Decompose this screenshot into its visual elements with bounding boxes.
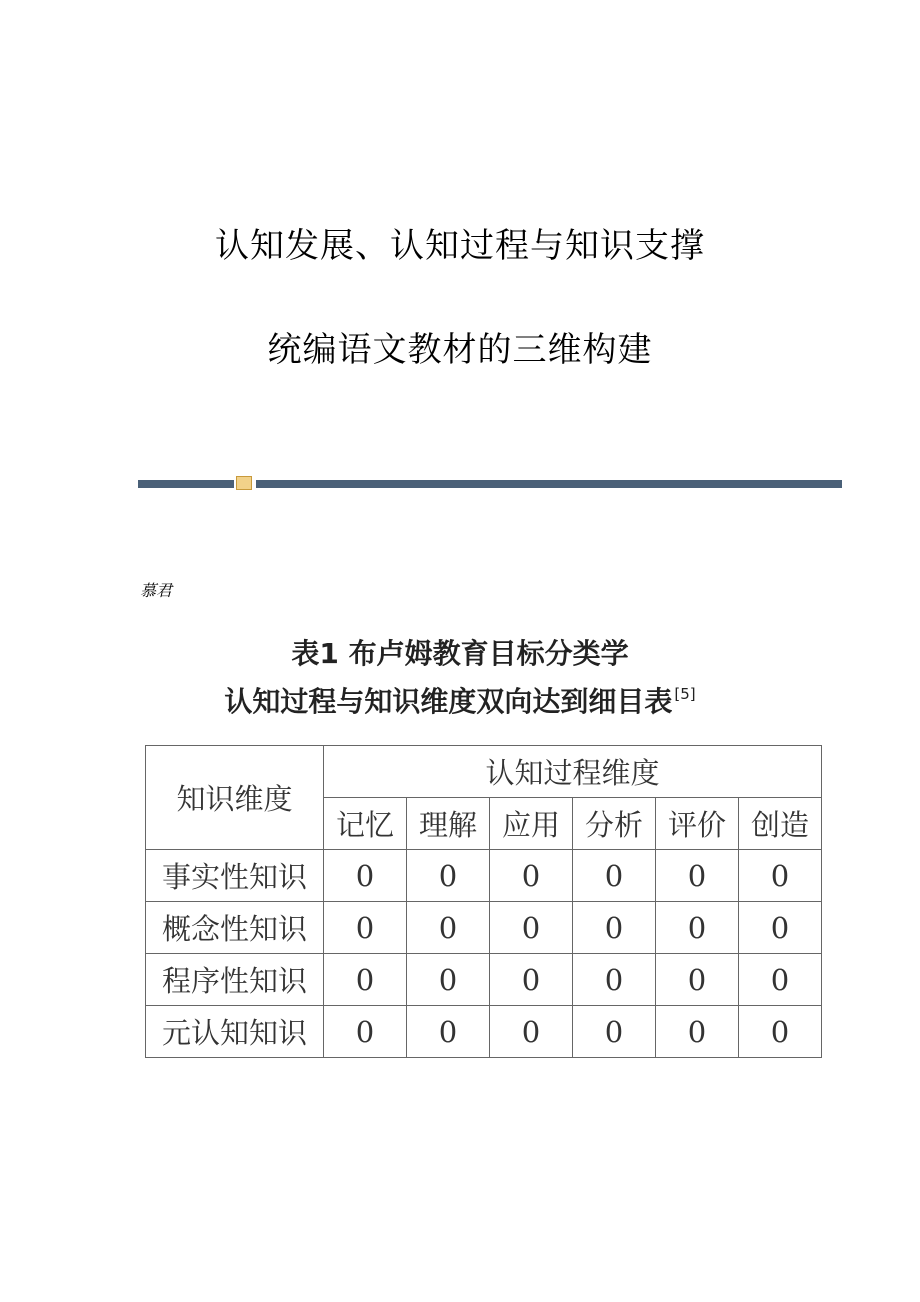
table-cell: 0 xyxy=(407,902,490,954)
table-cell: 0 xyxy=(656,902,739,954)
table-cell: 0 xyxy=(573,954,656,1006)
column-header: 应用 xyxy=(490,798,573,850)
table-cell: 0 xyxy=(656,1006,739,1058)
row-label: 程序性知识 xyxy=(146,954,324,1006)
column-header: 评价 xyxy=(656,798,739,850)
table-row xyxy=(146,850,822,902)
table-caption-line-1: 表1 布卢姆教育目标分类学 xyxy=(291,637,629,670)
table-caption-reference: [5] xyxy=(674,685,696,703)
divider-bar-left xyxy=(138,480,234,488)
table-cell: 0 xyxy=(490,1006,573,1058)
table-cell: 0 xyxy=(739,954,822,1006)
table-cell: 0 xyxy=(407,954,490,1006)
column-header: 理解 xyxy=(407,798,490,850)
table-cell: 0 xyxy=(656,954,739,1006)
table-caption-line-2 xyxy=(0,680,920,720)
table-row xyxy=(146,1006,822,1058)
table-cell: 0 xyxy=(739,902,822,954)
table-row xyxy=(146,902,822,954)
table-cell: 0 xyxy=(490,954,573,1006)
row-label: 事实性知识 xyxy=(146,850,324,902)
table-cell: 0 xyxy=(407,850,490,902)
table-cell: 0 xyxy=(656,850,739,902)
table-header-row xyxy=(146,746,822,798)
table-cell: 0 xyxy=(573,1006,656,1058)
table-caption-text: 认知过程与知识维度双向达到细目表 xyxy=(224,685,673,718)
row-label: 概念性知识 xyxy=(146,902,324,954)
column-header: 分析 xyxy=(573,798,656,850)
column-header: 创造 xyxy=(739,798,822,850)
table-cell: 0 xyxy=(739,1006,822,1058)
divider-ornament-icon xyxy=(236,476,252,490)
table-cell: 0 xyxy=(324,1006,407,1058)
table-cell: 0 xyxy=(573,902,656,954)
table-cell: 0 xyxy=(407,1006,490,1058)
document-title-line-1: 认知发展、认知过程与知识支撑 xyxy=(215,226,705,266)
group-header: 认知过程维度 xyxy=(324,746,822,798)
column-header: 记忆 xyxy=(324,798,407,850)
table-cell: 0 xyxy=(324,954,407,1006)
corner-header: 知识维度 xyxy=(146,746,324,850)
divider-bar-right xyxy=(256,480,842,488)
table-cell: 0 xyxy=(324,850,407,902)
table-cell: 0 xyxy=(739,850,822,902)
table-row xyxy=(146,954,822,1006)
table-cell: 0 xyxy=(573,850,656,902)
author-name: 慕君 xyxy=(140,581,173,600)
row-label: 元认知知识 xyxy=(146,1006,324,1058)
table-cell: 0 xyxy=(490,902,573,954)
taxonomy-table xyxy=(145,745,822,1058)
table-cell: 0 xyxy=(490,850,573,902)
title-divider xyxy=(138,480,842,488)
document-title-line-2: 统编语文教材的三维构建 xyxy=(267,330,653,370)
table-cell: 0 xyxy=(324,902,407,954)
